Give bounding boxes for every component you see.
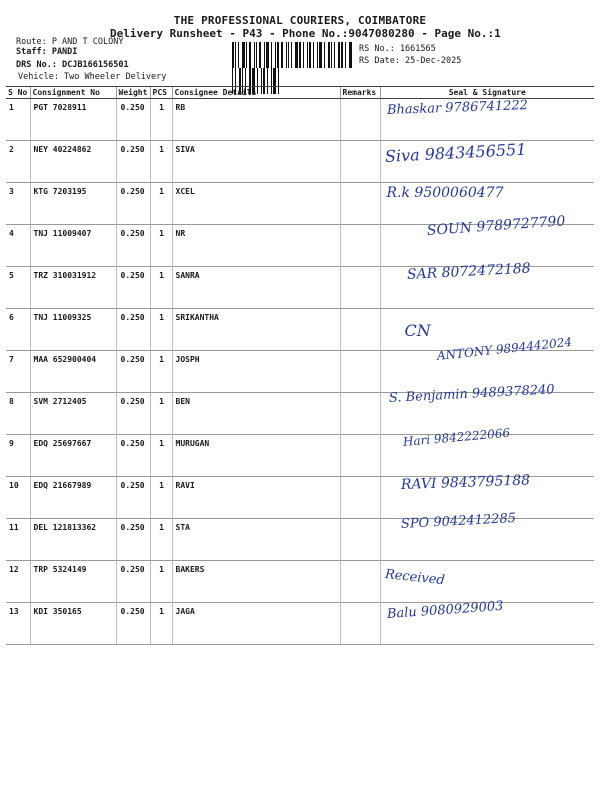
col-sno: S No xyxy=(6,87,30,99)
barcode-bar xyxy=(286,42,287,68)
row-consignee: JOSPH xyxy=(172,351,340,393)
col-weight: Weight xyxy=(116,87,150,99)
handwritten-signature: Bhaskar 9786741222 xyxy=(386,98,528,118)
barcode-bar xyxy=(341,42,343,68)
row-consignment-no: DEL 121813362 xyxy=(30,519,116,561)
row-pcs: 1 xyxy=(150,561,172,603)
row-sno: 7 xyxy=(6,351,30,393)
staff-label: Staff: PANDI xyxy=(16,47,78,57)
row-signature-cell xyxy=(380,99,594,141)
row-sno: 8 xyxy=(6,393,30,435)
row-consignee: RAVI xyxy=(172,477,340,519)
row-consignee: STA xyxy=(172,519,340,561)
row-remarks xyxy=(340,141,380,183)
row-weight: 0.250 xyxy=(116,225,150,267)
handwritten-signature: RAVI 9843795188 xyxy=(400,472,530,493)
row-sno: 13 xyxy=(6,603,30,645)
row-sno: 5 xyxy=(6,267,30,309)
row-weight: 0.250 xyxy=(116,393,150,435)
barcode-bar xyxy=(256,42,257,68)
barcode-bar xyxy=(349,42,352,68)
barcode-bar xyxy=(242,42,245,68)
table-row xyxy=(6,267,594,309)
barcode-bar xyxy=(299,42,301,68)
handwritten-signature: Balu 9080929003 xyxy=(385,598,504,622)
table-header-row xyxy=(6,87,594,99)
table-row xyxy=(6,225,594,267)
row-weight: 0.250 xyxy=(116,561,150,603)
row-pcs: 1 xyxy=(150,183,172,225)
barcode-bar xyxy=(249,42,251,68)
barcode-bar xyxy=(331,42,332,68)
handwritten-signature: SPO 9042412285 xyxy=(400,510,516,532)
handwritten-signature: S. Benjamin 9489378240 xyxy=(388,382,555,406)
table-row xyxy=(6,99,594,141)
row-consignee: BEN xyxy=(172,393,340,435)
row-remarks xyxy=(340,519,380,561)
barcode-bar xyxy=(334,42,335,68)
rs-date: RS Date: 25-Dec-2025 xyxy=(359,56,462,66)
row-pcs: 1 xyxy=(150,141,172,183)
barcode-bar xyxy=(238,42,239,68)
col-signature: Seal & Signature xyxy=(380,87,594,99)
row-pcs: 1 xyxy=(150,309,172,351)
handwritten-signature: ANTONY 9894442024 xyxy=(435,334,573,363)
row-signature-cell xyxy=(380,510,594,561)
row-signature-cell xyxy=(380,425,594,477)
row-sno: 4 xyxy=(6,225,30,267)
col-consignment: Consignment No xyxy=(30,87,116,99)
row-consignee: XCEL xyxy=(172,183,340,225)
row-pcs: 1 xyxy=(150,519,172,561)
barcode-bar xyxy=(232,42,234,68)
handwritten-signature: Hari 9842222066 xyxy=(401,425,511,449)
row-signature-cell xyxy=(380,561,594,603)
table-row xyxy=(6,603,594,645)
col-remarks: Remarks xyxy=(340,87,380,99)
barcode-bar xyxy=(317,42,318,68)
row-consignee: RB xyxy=(172,99,340,141)
row-remarks xyxy=(340,561,380,603)
barcode-bar xyxy=(259,42,261,68)
row-weight: 0.250 xyxy=(116,603,150,645)
barcode-bar xyxy=(235,42,236,68)
handwritten-signature: Received xyxy=(383,567,445,589)
company-title: THE PROFESSIONAL COURIERS, COIMBATORE xyxy=(173,14,427,27)
handwritten-signature: Siva 9843456551 xyxy=(384,139,527,166)
col-consignee: Consignee Details xyxy=(172,87,340,99)
handwritten-signature: SOUN 9789727790 xyxy=(425,213,566,239)
table-row xyxy=(6,519,594,561)
barcode-bar xyxy=(271,42,272,68)
row-sno: 12 xyxy=(6,561,30,603)
row-consignee: BAKERS xyxy=(172,561,340,603)
barcode-bar xyxy=(254,42,255,68)
handwritten-signature: SAR 8072472188 xyxy=(406,260,531,283)
handwritten-signature: R.k 9500060477 xyxy=(386,185,504,201)
handwritten-signature: CN xyxy=(404,321,431,340)
route-label: Route: P AND T COLONY xyxy=(16,37,124,47)
barcode-bar xyxy=(277,42,279,68)
barcode-bar xyxy=(281,42,283,68)
row-weight: 0.250 xyxy=(116,267,150,309)
row-consignment-no: PGT 7028911 xyxy=(30,99,116,141)
row-pcs: 1 xyxy=(150,225,172,267)
barcode-bar xyxy=(324,42,325,68)
row-sno: 1 xyxy=(6,99,30,141)
row-remarks xyxy=(340,393,380,435)
row-consignment-no: KTG 7203195 xyxy=(30,183,116,225)
row-remarks xyxy=(340,225,380,267)
row-sno: 3 xyxy=(6,183,30,225)
row-sno: 6 xyxy=(6,309,30,351)
barcode xyxy=(232,42,354,68)
row-consignee: SIVA xyxy=(172,141,340,183)
row-remarks xyxy=(340,351,380,393)
row-signature-cell xyxy=(380,213,594,267)
barcode-bar xyxy=(328,42,330,68)
row-sno: 10 xyxy=(6,477,30,519)
barcode-bar xyxy=(288,42,289,68)
row-remarks xyxy=(340,477,380,519)
row-signature-cell xyxy=(380,141,594,183)
barcode-bar xyxy=(295,42,298,68)
barcode-bar xyxy=(307,42,308,68)
row-weight: 0.250 xyxy=(116,141,150,183)
row-pcs: 1 xyxy=(150,435,172,477)
row-consignee: SRIKANTHA xyxy=(172,309,340,351)
col-pcs: PCS xyxy=(150,87,172,99)
row-remarks xyxy=(340,267,380,309)
row-remarks xyxy=(340,309,380,351)
row-weight: 0.250 xyxy=(116,435,150,477)
row-remarks xyxy=(340,183,380,225)
row-sno: 2 xyxy=(6,141,30,183)
row-consignment-no: KDI 350165 xyxy=(30,603,116,645)
barcode-bar xyxy=(291,42,292,68)
row-consignment-no: NEY 40224862 xyxy=(30,141,116,183)
row-consignment-no: TNJ 11009325 xyxy=(30,309,116,351)
barcode-bar xyxy=(303,42,304,68)
row-sno: 9 xyxy=(6,435,30,477)
row-consignment-no: SVM 2712405 xyxy=(30,393,116,435)
row-consignee: JAGA xyxy=(172,603,340,645)
vehicle-label: Vehicle: Two Wheeler Delivery xyxy=(18,72,167,82)
row-weight: 0.250 xyxy=(116,183,150,225)
row-consignment-no: EDQ 25697667 xyxy=(30,435,116,477)
table-row xyxy=(6,561,594,603)
barcode-bar xyxy=(264,42,265,68)
row-pcs: 1 xyxy=(150,99,172,141)
row-pcs: 1 xyxy=(150,603,172,645)
runsheet-title: Delivery Runsheet - P43 - Phone No.:9047080280 - Page No.:1 xyxy=(110,27,501,40)
drs-number: DRS No.: DCJB166156501 xyxy=(16,60,129,70)
barcode-bar xyxy=(319,42,322,68)
barcode-bar xyxy=(246,42,247,68)
table-row xyxy=(6,435,594,477)
row-consignee: MURUGAN xyxy=(172,435,340,477)
row-sno: 11 xyxy=(6,519,30,561)
row-consignment-no: EDQ 21667989 xyxy=(30,477,116,519)
row-consignment-no: TRZ 310031912 xyxy=(30,267,116,309)
row-signature-cell xyxy=(380,598,594,645)
barcode-bar xyxy=(345,42,346,68)
row-pcs: 1 xyxy=(150,351,172,393)
row-consignment-no: MAA 652900404 xyxy=(30,351,116,393)
row-remarks xyxy=(340,99,380,141)
row-consignee: NR xyxy=(172,225,340,267)
row-pcs: 1 xyxy=(150,393,172,435)
row-weight: 0.250 xyxy=(116,519,150,561)
barcode-bar xyxy=(275,42,276,68)
row-pcs: 1 xyxy=(150,477,172,519)
barcode-bar xyxy=(266,42,269,68)
rs-number: RS No.: 1661565 xyxy=(359,44,436,54)
row-weight: 0.250 xyxy=(116,351,150,393)
row-consignee: SANRA xyxy=(172,267,340,309)
row-signature-cell xyxy=(380,260,594,309)
row-weight: 0.250 xyxy=(116,477,150,519)
barcode-bar xyxy=(313,42,314,68)
row-pcs: 1 xyxy=(150,267,172,309)
table-row xyxy=(6,141,594,183)
row-weight: 0.250 xyxy=(116,309,150,351)
runsheet-table xyxy=(6,86,594,645)
row-weight: 0.250 xyxy=(116,99,150,141)
row-remarks xyxy=(340,603,380,645)
barcode-bar xyxy=(338,42,340,68)
row-remarks xyxy=(340,435,380,477)
row-consignment-no: TRP 5324149 xyxy=(30,561,116,603)
row-consignment-no: TNJ 11009407 xyxy=(30,225,116,267)
barcode-bar xyxy=(309,42,311,68)
